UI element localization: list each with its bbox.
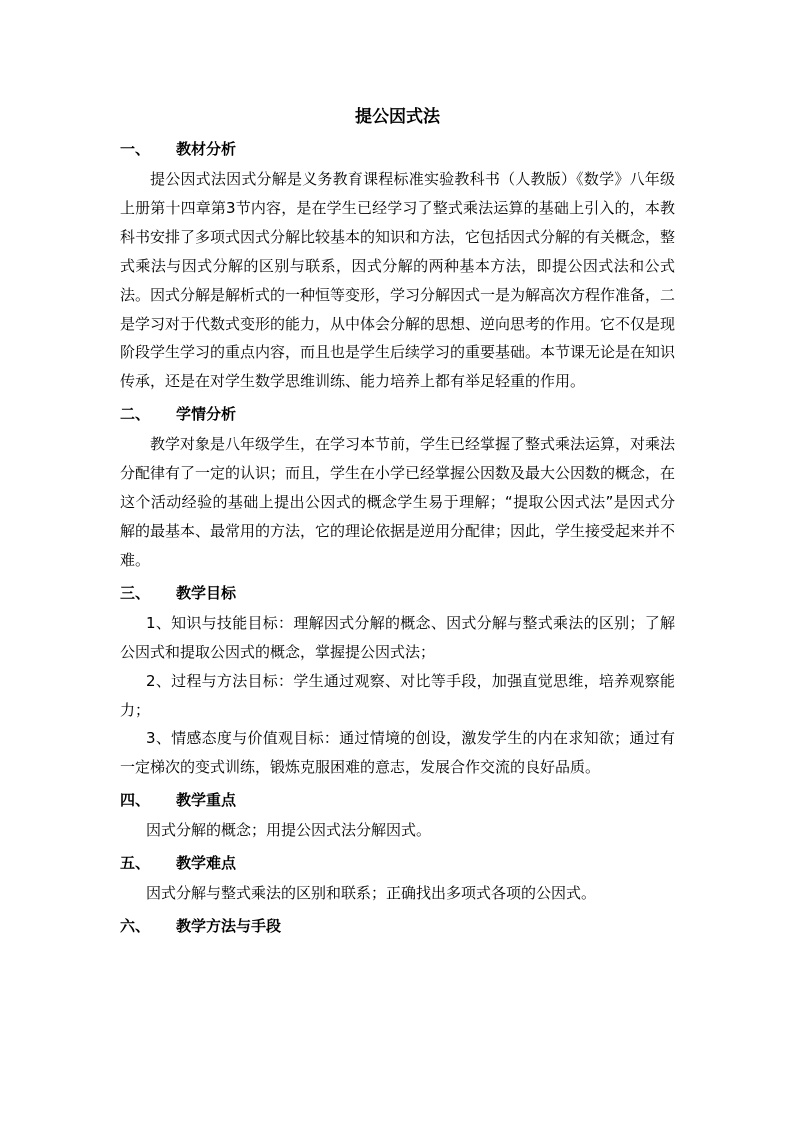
document-title: 提公因式法 [355, 107, 440, 127]
paragraph: 因式分解与整式乘法的区别和联系；正确找出多项式各项的公因式。 [146, 884, 597, 903]
paragraph: 教学对象是八年级学生，在学习本节前，学生已经掌握了整式乘法运算，对乘法分配律有了一定的认识；而且，学生在小学已经掌握公因数及最大公因数的概念，在这个活动经验的基础上提出公因式的概念学生易于理解；“提取公因式法”是因式分解的最基本、最常用的方法，它的理论依据是逆用分配律；因此，学生接受起来并不难。 [120, 435, 676, 569]
section-heading-5 [120, 848, 675, 879]
paragraph: 3、情感态度与价值观目标：通过情境的创设，激发学生的内在求知欲；通过有一定梯次的变式训练，锻炼克服困难的意志，发展合作交流的良好品质。 [120, 729, 675, 777]
section-title: 学情分析 [176, 405, 237, 424]
section-heading-6 [120, 911, 675, 942]
section-heading-2 [120, 399, 675, 430]
paragraph: 因式分解的概念；用提公因式法分解因式。 [146, 821, 432, 840]
paragraph: 提公因式法因式分解是义务教育课程标准实验教科书（人教版）《数学》八年级上册第十四章第3节内容，是在学生已经学习了整式乘法运算的基础上引入的，本教科书安排了多项式因式分解比较基本的知识和方法，它包括因式分解的有关概念，整式乘法与因式分解的区别与联系，因式分解的两种基本方法，即提公因式法和公式法。因式分解是解析式的一种恒等变形，学习分解因式一是为解高次方程作准备，二是学习对于代数式变形的能力，从中体会分解的思想、逆向思考的作用。它不仅是现阶段学生学习的重点内容，而且也是学生后续学习的重要基础。本节课无论是在知识传承，还是在对学生数学思维训练、能力培养上都有举足轻重的作用。 [120, 170, 676, 391]
section-title: 教学重点 [176, 791, 237, 810]
section-title: 教材分析 [176, 140, 237, 158]
section-number: 一、 [120, 140, 151, 158]
section-number: 六、 [120, 917, 151, 936]
paragraph: 1、知识与技能目标：理解因式分解的概念、因式分解与整式乘法的区别；了解公因式和提取公因式的概念，掌握提公因式法； [120, 613, 675, 661]
section-heading-3 [120, 578, 675, 609]
section-title: 教学方法与手段 [176, 917, 282, 936]
section-title: 教学难点 [176, 854, 237, 873]
section-number: 三、 [120, 583, 151, 602]
paragraph: 2、过程与方法目标：学生通过观察、对比等手段，加强直觉思维，培养观察能力； [120, 671, 675, 719]
section-number: 五、 [120, 854, 151, 873]
section-heading-4 [120, 785, 675, 816]
section-number: 四、 [120, 791, 151, 810]
section-heading-1 [120, 134, 675, 165]
section-title: 教学目标 [176, 583, 237, 602]
document-page [120, 100, 675, 942]
section-number: 二、 [120, 405, 151, 424]
